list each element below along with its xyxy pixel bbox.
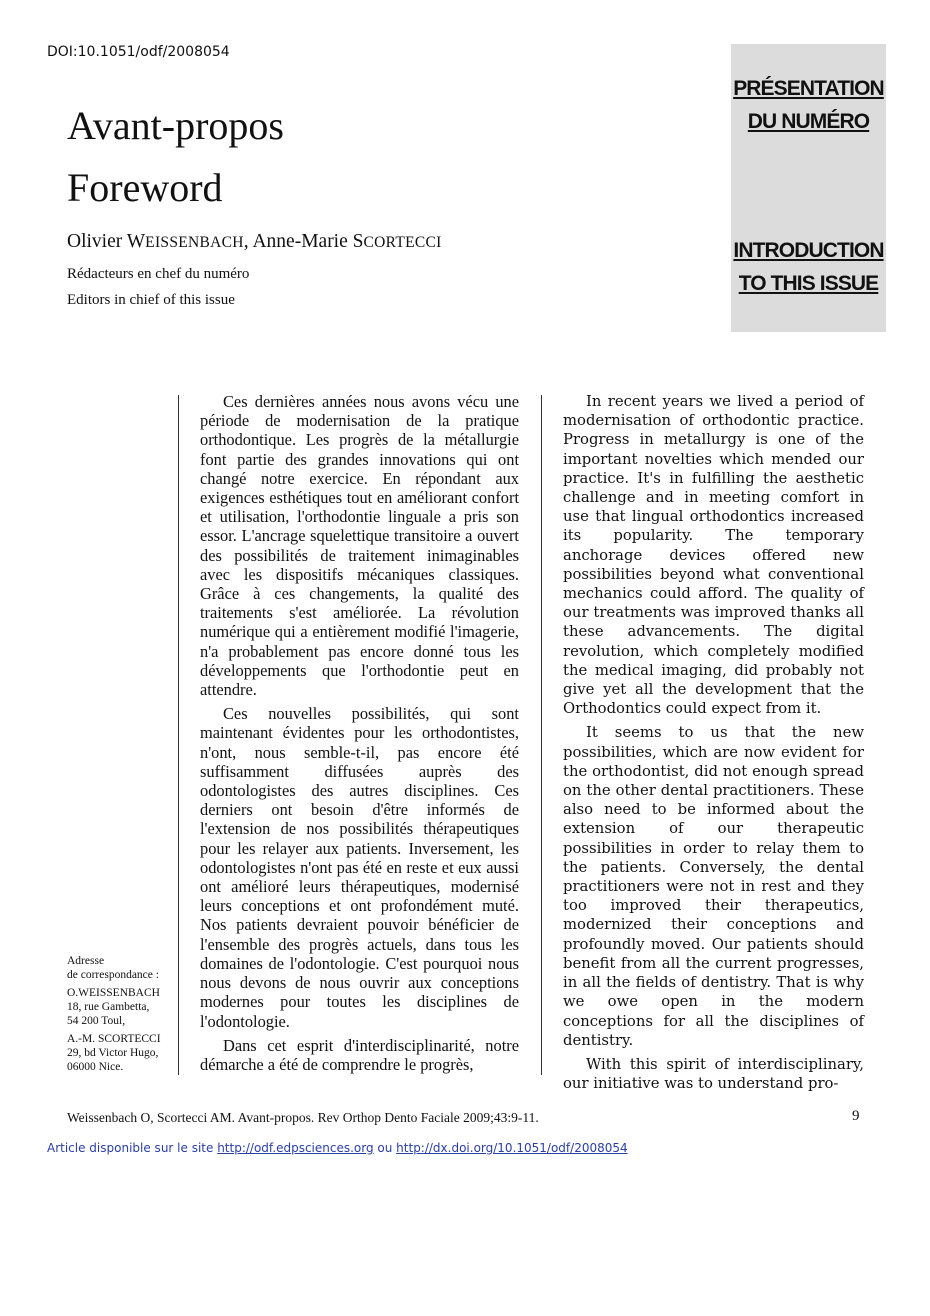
role-english: Editors in chief of this issue xyxy=(67,292,235,308)
availability-middle: ou xyxy=(373,1141,397,1155)
section-label-english-line-1: INTRODUCTION xyxy=(733,239,884,262)
role-french: Rédacteurs en chef du numéro xyxy=(67,266,250,282)
section-label-french-line-1: PRÉSENTATION xyxy=(733,77,884,100)
journal-site-link[interactable]: http://odf.edpsciences.org xyxy=(217,1141,374,1155)
address-street-2: 29, bd Victor Hugo, xyxy=(67,1047,159,1059)
english-paragraph-1: In recent years we lived a period of modernisation of orthodontic practice. Progress in metallurgy is one of the important novelties which mended our practice. It's in fulfilling the aesthetic challenge and in meeting comfort in use that lingual orthodontics increased its popularity. The temporary anchorage devices offered new possibilities beyond what conventional mechanics could afford. The quality of our treatments was improved thanks all these advancements. The digital revolution, which completely modified the medical imaging, did probably not give yet all the development that the Orthodontics could expect from it. xyxy=(563,393,864,718)
french-text-column xyxy=(200,392,519,1074)
address-name-2: A.-M. SCORTECCI xyxy=(67,1033,161,1045)
author-1-first-name: Olivier xyxy=(67,231,127,252)
section-label-english-line-2: TO THIS ISSUE xyxy=(738,272,879,295)
french-paragraph-2: Ces nouvelles possibilités, qui sont maintenant évidentes pour les orthodontistes, n'ont, nous semble-t-il, pas encore été suffisamment diffusées auprès des odontologistes des autres disciplines. Ces derniers ont besoin d'être informés de l'extension de nos possibilités thérapeutiques pour les relayer aux patients. Inversement, les odontologistes n'ont pas été en reste et eux aussi ont amélioré leurs thérapeutiques, modernisé leurs conceptions et ont profondément muté. Nos patients devraient pouvoir bénéficier de l'ensemble des progrès actuels, dans tous les domaines de l'odontologie. C'est pourquoi nous nous devons de nous ouvrir aux conceptions modernes pour toutes les disciplines de l'odontologie. xyxy=(200,704,519,1031)
page-number: 9 xyxy=(852,1108,860,1124)
french-paragraph-3: Dans cet esprit d'interdisciplinarité, notre démarche a été de comprendre le progrès, xyxy=(200,1035,519,1074)
address-name-1: O.WEISSENBACH xyxy=(67,987,160,999)
address-heading-line-2: de correspondance : xyxy=(67,969,159,981)
address-city-2: 06000 Nice. xyxy=(67,1061,124,1073)
doi-label: DOI:10.1051/odf/2008054 xyxy=(47,44,230,60)
author-2-last-name-rest: CORTECCI xyxy=(363,234,442,251)
author-1-last-name-initial: W xyxy=(126,231,146,252)
correspondence-address xyxy=(67,954,177,1074)
title-english: Foreword xyxy=(67,165,223,210)
doi-link[interactable]: http://dx.doi.org/10.1051/odf/2008054 xyxy=(396,1141,628,1155)
section-label-box xyxy=(731,44,886,332)
column-divider-middle xyxy=(541,395,542,1075)
address-heading-line-1: Adresse xyxy=(67,955,105,967)
english-paragraph-2: It seems to us that the new possibilities, which are now evident for the orthodontist, did not enough spread on the other dental practitioners. These also need to be informed about the extension of our therapeutic possibilities in order to relay them to the patients. Conversely, the dental practitioners were not in rest and they too improved their therapeutics, modernized their conceptions and profoundly moved. Our patients should benefit from all the current progresses, in all the fields of dentistry. That is why we owe open in the modern conceptions for all the disciplines of dentistry. xyxy=(563,724,864,1049)
author-2-first-name: Anne-Marie xyxy=(252,231,353,252)
section-label-french xyxy=(731,72,886,138)
address-street-1: 18, rue Gambetta, xyxy=(67,1001,150,1013)
french-paragraph-1: Ces dernières années nous avons vécu une période de modernisation de la pratique orthodontique. Les progrès de la métallurgie font partie des grandes innovations qui ont changé notre exercice. En répondant aux exigences esthétiques tout en améliorant confort et utilisation, l'orthodontie linguale a pris son essor. L'ancrage squelettique transitoire a ouvert des possibilités de traitement inimaginables avec les dispositifs mécaniques classiques. Grâce à ces changements, la qualité des traitements s'est améliorée. La révolution numérique qui a entièrement modifié l'imagerie, n'a probablement pas encore donné tous les développements que l'orthodontie peut en attendre. xyxy=(200,392,519,700)
english-text-column xyxy=(563,392,864,1093)
section-label-french-line-2: DU NUMÉRO xyxy=(747,110,870,133)
citation-footer: Weissenbach O, Scortecci AM. Avant-propos. Rev Orthop Dento Faciale 2009;43:9-11. xyxy=(67,1110,539,1125)
section-label-english xyxy=(731,234,886,300)
author-1-last-name-rest: EISSENBACH xyxy=(145,234,244,251)
address-city-1: 54 200 Toul, xyxy=(67,1015,126,1027)
title-french: Avant-propos xyxy=(67,103,284,148)
authors-line xyxy=(67,231,442,253)
availability-notice xyxy=(47,1141,628,1155)
author-2-last-name-initial: S xyxy=(352,231,364,252)
column-divider-left xyxy=(178,395,179,1075)
author-separator: , xyxy=(243,231,253,252)
english-paragraph-3: With this spirit of interdisciplinary, our initiative was to understand pro- xyxy=(563,1055,864,1093)
availability-prefix: Article disponible sur le site xyxy=(47,1141,218,1155)
